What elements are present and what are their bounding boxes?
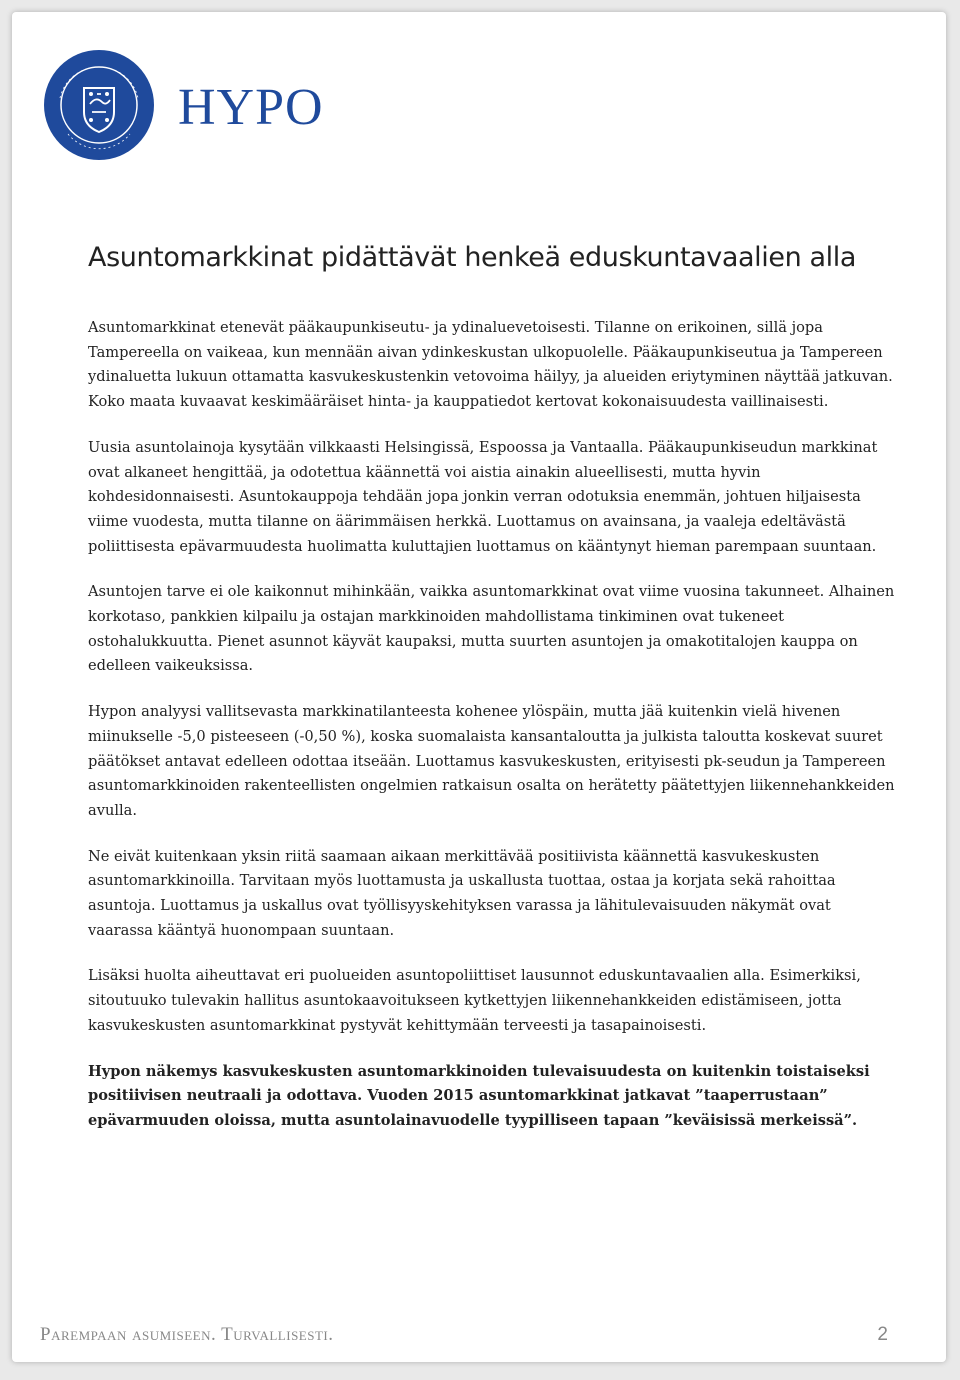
hypo-logo — [40, 46, 324, 164]
paragraph-2: Uusia asuntolainoja kysytään vilkkaasti Helsingissä, Espoossa ja Vantaalla. Pääkaupunkiseudun markkinat ovat alkaneet hengittää, ja odotettua käännettä voi aistia ainakin alueellisesti, mutta hyvin kohdesidonnaisesti. Asuntokauppoja tehdään jopa jonkin verran odotuksia enemmän, johtuen hiljaisesta viime vuodesta, mutta tilanne on äärimmäisen herkkä. Luottamus on avainsana, ja vaaleja edeltävästä poliittisesta epävarmuudesta huolimatta kuluttajien luottamus on kääntynyt hieman parempaan suuntaan. — [88, 438, 878, 555]
paragraph-4: Hypon analyysi vallitsevasta markkinatilanteesta kohenee ylöspäin, mutta jää kuitenkin vielä hivenen miinukselle -5,0 pisteeseen (-0,50 %), koska suomalaista kansantaloutta ja julkista taloutta koskevat suuret päätökset antavat edelleen odottaa itseään. Luottamus kasvukeskusten, erityisesti pk-seudun ja Tampereen asuntomarkkinoiden rakenteellisten ongelmien ratkaisun osalta on herätetty päätettyjen liikennehankkeiden avulla. — [88, 703, 895, 819]
paragraph-3: Asuntojen tarve ei ole kaikonnut mihinkään, vaikka asuntomarkkinat ovat viime vuosina takunneet. Alhainen korkotaso, pankkien kilpailu ja ostajan markkinoiden mahdollistama tinkiminen ovat tukeneet ostohalukkuutta. Pienet asunnot käyvät kaupaksi, mutta suurten asuntojen ja omakotitalojen kauppa on edelleen vaikeuksissa. — [88, 583, 895, 675]
page-number: 2 — [877, 1324, 888, 1345]
article-body — [88, 316, 896, 1155]
page-footer — [40, 1324, 900, 1348]
document-page — [12, 12, 946, 1362]
paragraph-6: Lisäksi huolta aiheuttavat eri puolueiden asuntopoliittiset lausunnot eduskuntavaalien alla. Esimerkiksi, sitoutuuko tulevakin hallitus asuntokaavoitukseen kytkettyjen liikennehankkeiden edistämiseen, jotta kasvukeskusten asuntomarkkinat pystyvät kehittymään terveesti ja tasapainoisesti. — [88, 967, 861, 1034]
paragraph-1: Asuntomarkkinat etenevät pääkaupunkiseutu- ja ydinaluevetoisesti. Tilanne on erikoinen, sillä jopa Tampereella on vaikeaa, kun mennään aivan ydinkeskustan ulkopuolelle. Pääkaupunkiseutua ja Tampereen ydinaluetta lukuun ottamatta kasvukeskustenkin vetovoima häilyy, ja alueiden eriytyminen näyttää jatkuvan. Koko maata kuvaavat keskimääräiset hinta- ja kauppatiedot kertovat kokonaisuudesta vaillinaisesti. — [88, 319, 893, 411]
logo-wordmark: HYPO — [178, 79, 324, 136]
seal-emblem-icon — [40, 46, 160, 164]
article-title: Asuntomarkkinat pidättävät henkeä eduskuntavaalien alla — [88, 242, 856, 273]
footer-slogan: Parempaan asumiseen. Turvallisesti. — [40, 1324, 334, 1345]
conclusion-paragraph: Hypon näkemys kasvukeskusten asuntomarkkinoiden tulevaisuudesta on kuitenkin toistaiseksi positiivisen neutraali ja odottava. Vuoden 2015 asuntomarkkinat jatkavat ”taaperrustaan” epävarmuuden oloissa, mutta asuntolainavuodelle tyypilliseen tapaan ”keväisissä merkeissä”. — [88, 1062, 870, 1129]
paragraph-5: Ne eivät kuitenkaan yksin riitä saamaan aikaan merkittävää positiivista käännettä kasvukeskusten asuntomarkkinoilla. Tarvitaan myös luottamusta ja uskallusta tuottaa, ostaa ja korjata sekä rahoittaa asuntoja. Luottamus ja uskallus ovat työllisyyskehityksen varassa ja lähitulevaisuuden näkymät ovat vaarassa kääntyä huonompaan suuntaan. — [88, 847, 836, 939]
